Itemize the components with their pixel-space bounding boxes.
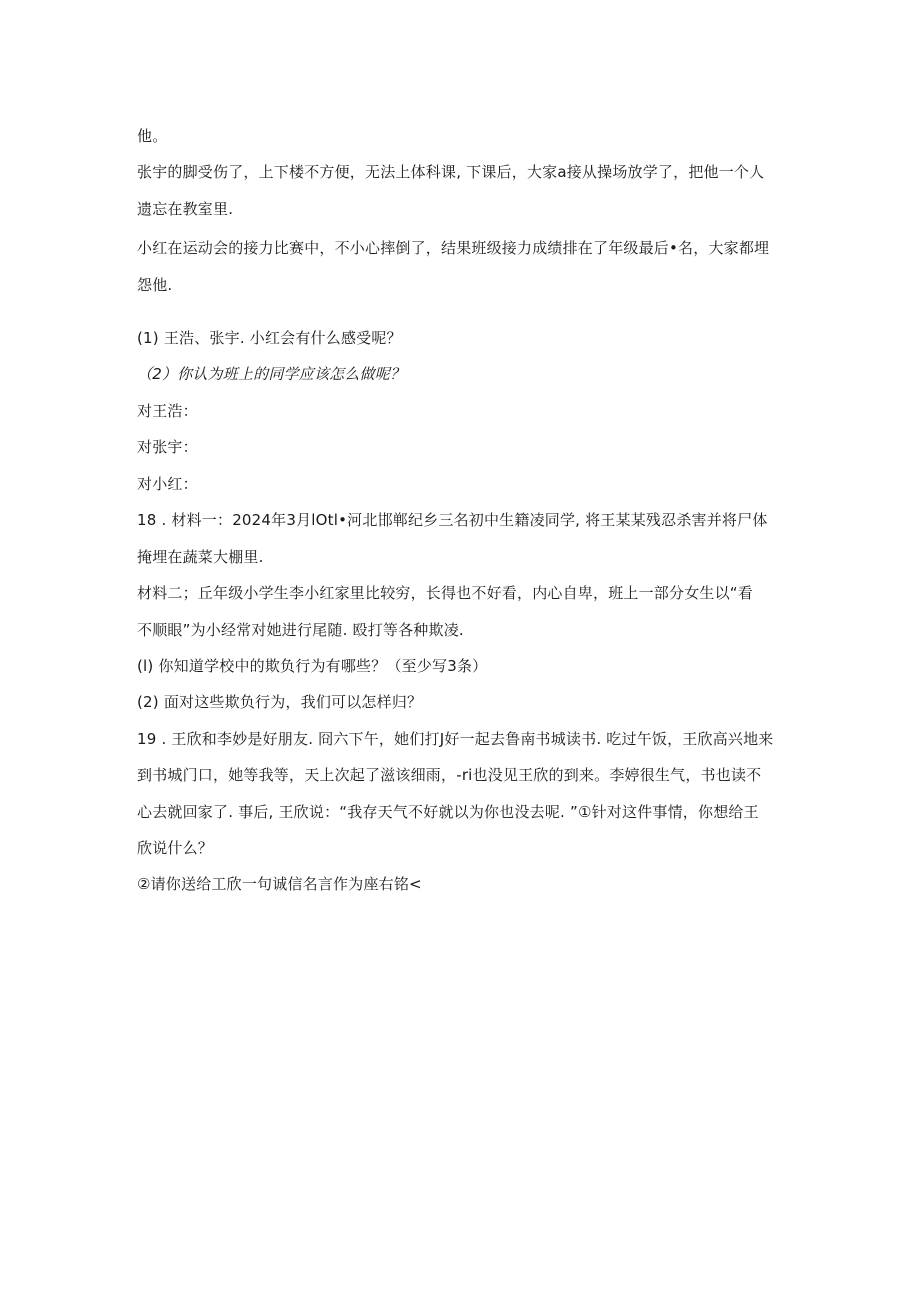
text-line: 到书城门口，她等我等，天上次起了滋该细雨，-ri也没见王欣的到来。李婷很生气，书也读不 (137, 766, 762, 784)
question-19-sub-2: ②请你送给工欣一句诚信名言作为座右铭< (137, 875, 422, 893)
text-line: 小红在运动会的接力比赛中，不小心摔倒了，结果班级接力成绩排在了年级最后•名，大家都埋 (137, 239, 770, 257)
question-2: （2）你认为班上的同学应该怎么做呢？ (137, 365, 406, 383)
question-18-sub-2: (2) 面对这些欺负行为，我们可以怎样归？ (137, 693, 423, 711)
text-line: 遗忘在教室里. (137, 200, 234, 218)
text-line: 心去就回家了. 事后, 王欣说：“我存天气不好就以为你也没去呢. ”①针对这件事情，你想给王 (137, 803, 759, 821)
question-18-material-1: 18 . 材料一：2024年3月lOtl•河北邯郸纪乡三名初中生籍凌同学, 将王某某残忍杀害并将尸体 (137, 511, 768, 529)
answer-label-zhangyu: 对张宇： (137, 438, 198, 456)
text-line: 他。 (137, 127, 168, 145)
text-line: 不顺眼”为小经常对她进行尾随. 殴打等各种欺凌. (137, 621, 464, 639)
text-line: 张宇的脚受伤了，上下楼不方便，无法上体科课, 下课后，大家a接从操场放学了，把他一个人 (137, 163, 765, 181)
question-1: (1) 王浩、张宇. 小红会有什么感受呢？ (137, 329, 402, 347)
answer-label-xiaohong: 对小红： (137, 475, 198, 493)
question-19: 19 . 王欣和李妙是好朋友. 冏六下午，她们打J好一起去鲁南书城读书. 吃过午饭，王欣高兴地来 (137, 730, 774, 748)
answer-label-wanghao: 对王浩： (137, 402, 198, 420)
question-18-sub-1: (l) 你知道学校中的欺负行为有哪些？（至少写3条） (137, 657, 488, 675)
text-line: 掩埋在蔬菜大棚里. (137, 548, 264, 566)
text-line: 怨他. (137, 276, 173, 294)
text-line: 欣说什么？ (137, 839, 214, 857)
question-18-material-2: 材料二；丘年级小学生李小红家里比较穷，长得也不好看，内心自卑，班上一部分女生以“看 (137, 584, 753, 602)
